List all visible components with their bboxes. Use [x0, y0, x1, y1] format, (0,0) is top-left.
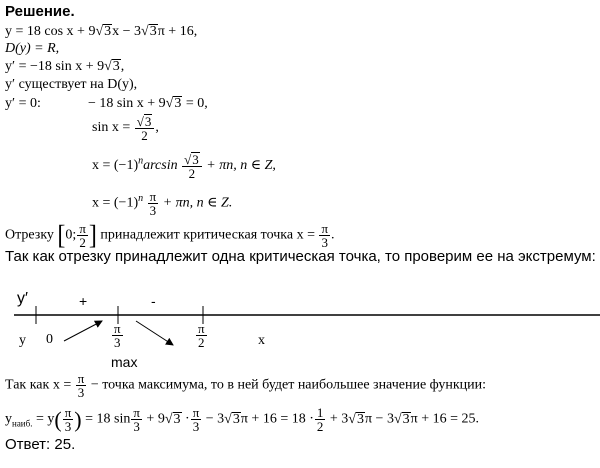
sign-chart [0, 288, 600, 368]
max-conclusion: Так как x = $\frac{\pi}{3}$ − точка максимума, то в ней будет наибольшее значение функции: [5, 371, 487, 400]
sin-equation: sin x = $\frac{√3}{2}$ , [92, 114, 159, 143]
domain-line: D(y) = R, [5, 41, 60, 56]
extremum-intro: Так как отрезку принадлежит одна критическая точка, то проверим ее на экстремум: [5, 248, 596, 265]
pi-over-2-label: $\frac{\pi}{2}$ [198, 321, 205, 350]
result-line: $y_{наиб.} = y$( $\frac{\pi}{3}$ ) = 18 sin $\frac{\pi}{3}$ + 9√3 · $\frac{\pi}{3}$ − 3√3π + 16 = 18 · $\frac{1}{2}$ + 3√3π − 3√3π + 16 = 25. [5, 405, 479, 434]
pi-over-3-label: $\frac{\pi}{3}$ [114, 321, 121, 350]
zero-equation: − 18 sin x + 9√3 = 0, [88, 96, 208, 111]
answer: Ответ: 25. [5, 436, 76, 453]
x-label: x [258, 333, 265, 348]
plus-sign: + [79, 293, 88, 309]
zero-label-chart: 0 [46, 332, 53, 347]
solution-line-1: $x = (-1)^n\arcsin$ $\frac{√3}{2}$ + πn, n ∈ Z, [92, 152, 276, 181]
max-label: max [111, 354, 138, 370]
zero-label: y′ = 0: [5, 96, 41, 111]
derivative-line: y′ = −18 sin x + 9√3, [5, 59, 125, 74]
decreasing-arrow [136, 321, 173, 345]
solution-line-2: $x = (-1)^n$ $\frac{\pi}{3}$ + πn, n ∈ Z. [92, 189, 233, 218]
minus-sign: - [151, 293, 156, 309]
y-label: y [19, 333, 26, 348]
function-line: y = 18 cos x + 9√3x − 3√3π + 16, [5, 24, 198, 39]
heading: Решение. [5, 3, 75, 20]
derivative-exists-line: y′ существует на D(y), [5, 77, 138, 92]
segment-line: Отрезку [0; $\frac{\pi}{2}$ ] принадлежит критическая точка x = $\frac{\pi}{3}$ . [5, 220, 335, 251]
increasing-arrow [64, 321, 102, 341]
y-prime-label: y′ [17, 290, 28, 307]
